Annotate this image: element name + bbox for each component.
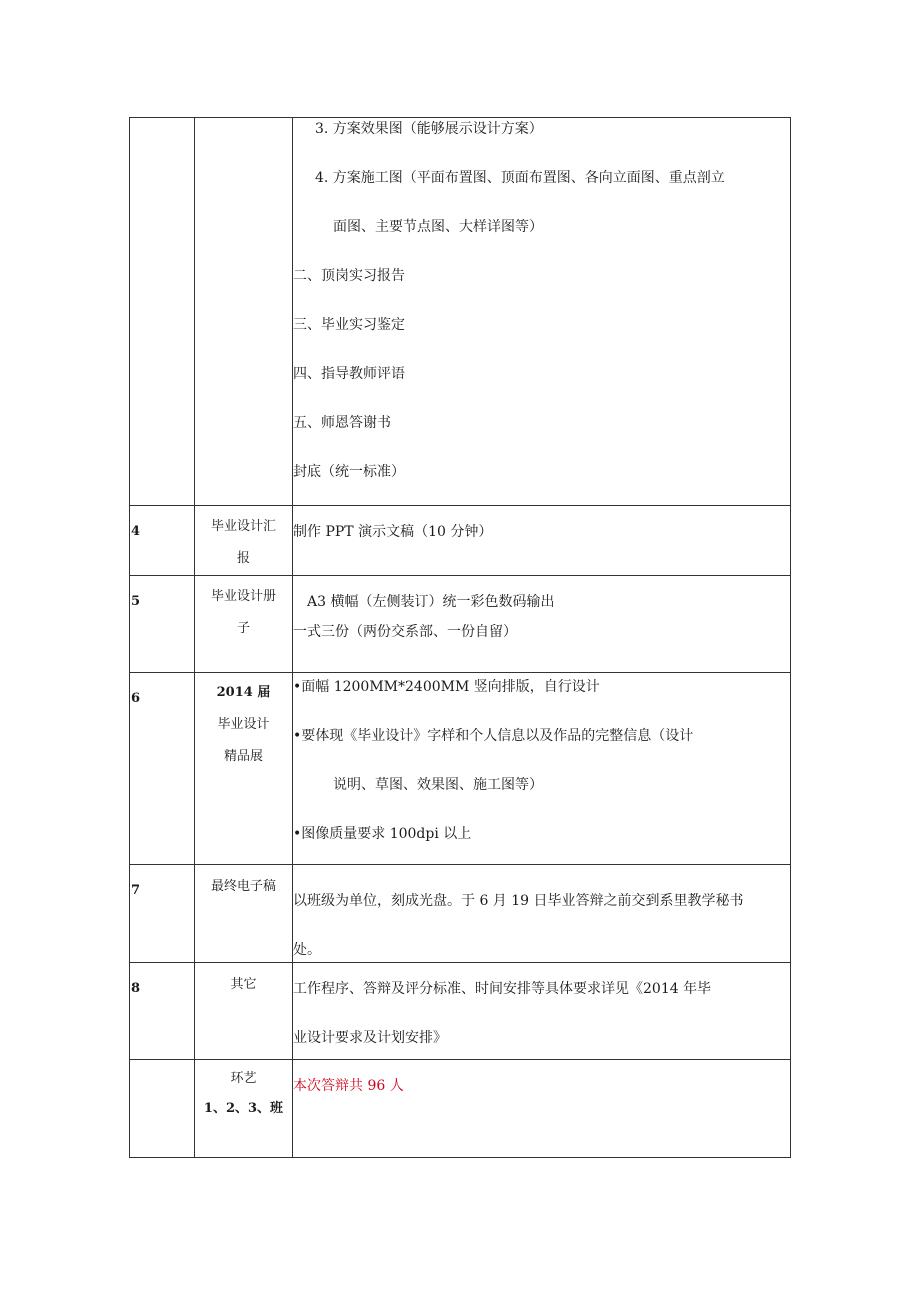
label-cell (195, 1060, 293, 1158)
number-cell (130, 963, 195, 1060)
content-cell (293, 576, 791, 673)
content-cell (293, 963, 791, 1060)
content-cell (293, 865, 791, 963)
row-label: 子 (236, 621, 250, 636)
content-line: •图像质量要求 100dpi 以上 (293, 826, 472, 842)
row-number: 5 (131, 594, 141, 609)
row-label: 最终电子稿 (210, 879, 276, 894)
label-cell (195, 963, 293, 1060)
table-row (130, 118, 791, 506)
content-line: 处。 (293, 942, 321, 958)
label-cell (195, 506, 293, 576)
number-cell (130, 118, 195, 506)
row-number: 8 (131, 981, 141, 996)
content-line: 面图、主要节点图、大样详图等） (333, 219, 543, 235)
content-line: 四、指导教师评语 (293, 366, 405, 382)
content-line: 3. 方案效果图（能够展示设计方案） (315, 121, 543, 137)
content-line: 一式三份（两份交系部、一份自留） (293, 624, 517, 640)
content-line: 说明、草图、效果图、施工图等） (333, 777, 543, 793)
row-label: 毕业设计册 (210, 589, 276, 604)
row-label: 环艺 (230, 1071, 257, 1086)
content-cell (293, 118, 791, 506)
row-label: 毕业设计 (217, 717, 270, 732)
content-cell (293, 506, 791, 576)
label-cell (195, 576, 293, 673)
content-line: •面幅 1200MM*2400MM 竖向排版，自行设计 (293, 679, 600, 695)
content-line: 三、毕业实习鉴定 (293, 317, 405, 333)
row-label: 报 (236, 551, 250, 566)
answer-count-note: 本次答辩共 96 人 (293, 1078, 404, 1094)
content-line: 以班级为单位，刻成光盘。于 6 月 19 日毕业答辩之前交到系里教学秘书 (293, 893, 744, 909)
table-row (130, 1060, 791, 1158)
number-cell (130, 576, 195, 673)
content-line: 制作 PPT 演示文稿（10 分钟） (293, 524, 493, 540)
row-number: 7 (131, 883, 141, 898)
number-cell (130, 673, 195, 865)
content-line: 封底（统一标准） (293, 464, 405, 480)
row-label: 2014 届 (216, 685, 271, 700)
table-row (130, 506, 791, 576)
content-line: 工作程序、答辩及评分标准、时间安排等具体要求详见《2014 年毕 (293, 981, 712, 997)
row-label: 精品展 (223, 749, 263, 764)
content-line: 4. 方案施工图（平面布置图、顶面布置图、各向立面图、重点剖立 (315, 170, 725, 186)
table-row (130, 963, 791, 1060)
number-cell (130, 865, 195, 963)
label-cell (195, 118, 293, 506)
label-cell (195, 865, 293, 963)
content-cell (293, 1060, 791, 1158)
content-cell (293, 673, 791, 865)
content-line: 五、师恩答谢书 (293, 415, 391, 431)
row-label: 毕业设计汇 (210, 519, 276, 534)
table-row (130, 865, 791, 963)
label-cell (195, 673, 293, 865)
number-cell (130, 506, 195, 576)
row-label: 其它 (230, 977, 257, 992)
content-line: •要体现《毕业设计》字样和个人信息以及作品的完整信息（设计 (293, 728, 694, 744)
row-label: 1、2、3、班 (203, 1101, 284, 1116)
requirements-table (129, 117, 791, 1158)
content-line: 业设计要求及计划安排》 (293, 1030, 447, 1046)
content-line: A3 横幅（左侧装订）统一彩色数码输出 (307, 594, 555, 610)
row-number: 4 (131, 524, 141, 539)
number-cell (130, 1060, 195, 1158)
table-row (130, 673, 791, 865)
content-line: 二、顶岗实习报告 (293, 268, 405, 284)
table-row (130, 576, 791, 673)
row-number: 6 (131, 691, 141, 706)
